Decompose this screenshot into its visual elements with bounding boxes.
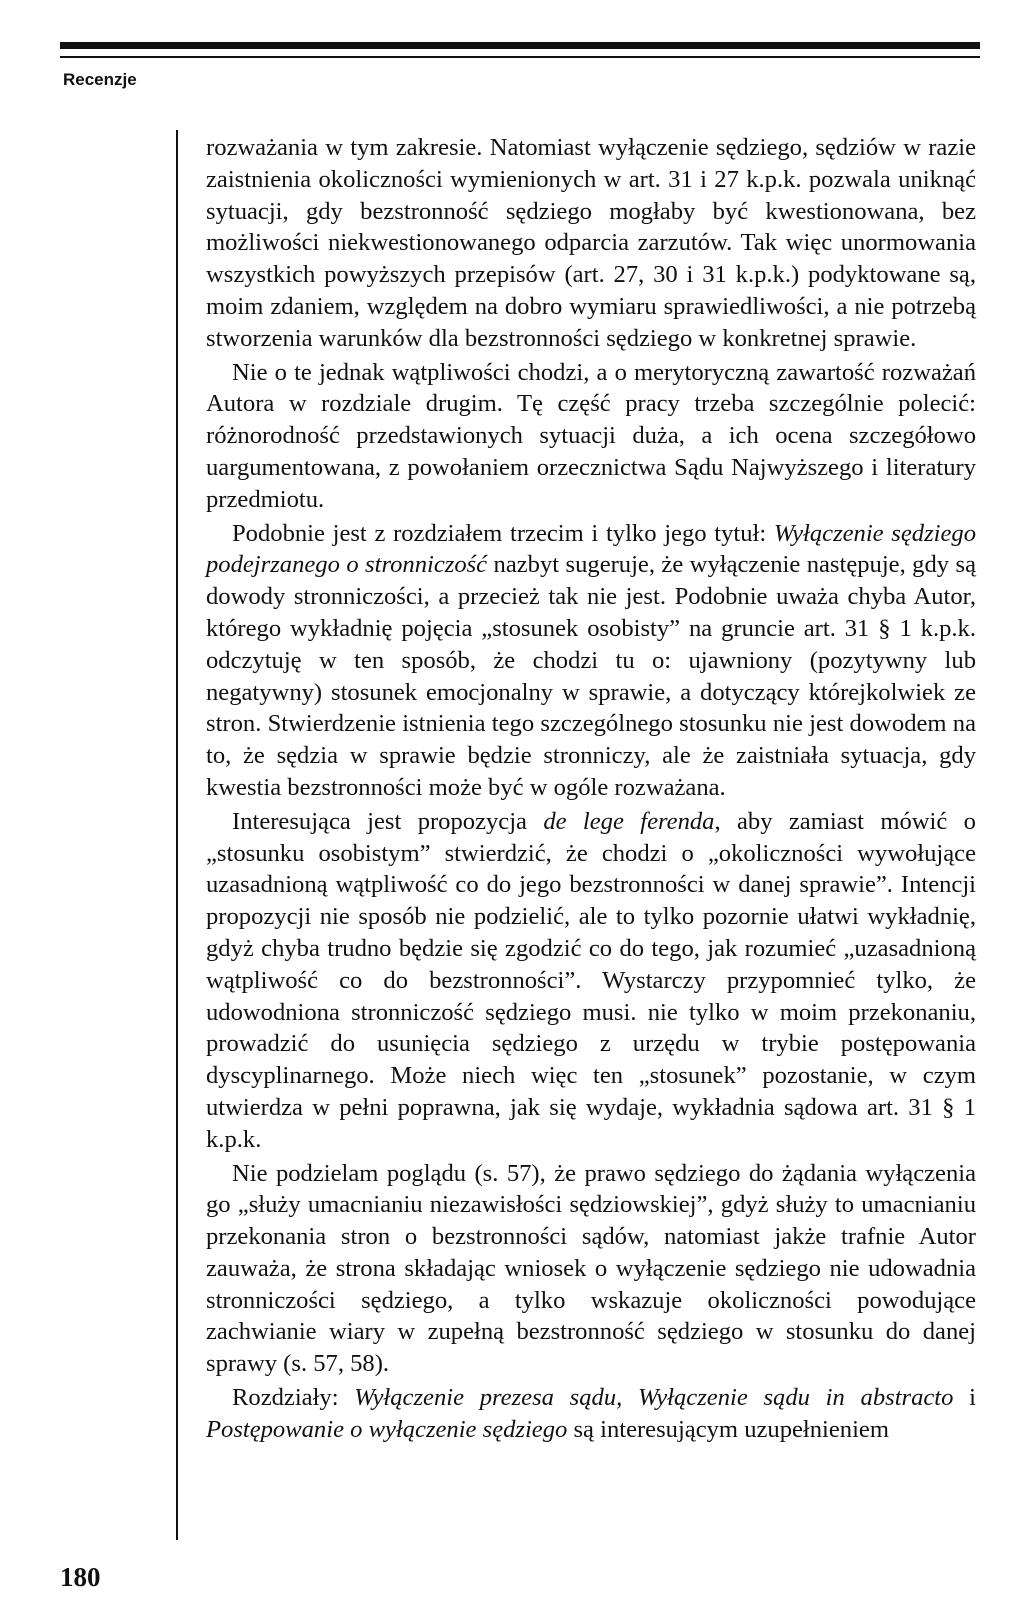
text-run: , aby zamiast mówić o „stosunku osobistym” stwierdzić, że chodzi o „okoliczności wywołujące uzasadnioną wątpliwość co do jego bezstronności w danej sprawie”. Intencji propozycji nie sposób nie podzielić, ale to tylko pozornie ułatwi wykładnię, gdyż chyba trudno będzie się zgodzić co do tego, jak rozumieć „uzasadnioną wątpliwość co do bezstronności”. Wystarczy przypomnieć tylko, że udowodniona stronniczość sędziego musi. nie tylko w moim przekonaniu, prowadzić do usunięcia sędziego z urzędu w trybie postępowania dyscyplinarnego. Może niech więc ten „stosunek” pozostanie, w czym utwierdza w pełni poprawna, jak się wydaje, wykładnia sądowa art. 31 § 1 k.p.k. [206, 807, 976, 1153]
paragraph-1 [206, 132, 976, 355]
header-rule-thick [60, 42, 980, 49]
italic-run: Wyłączenie sądu in abstracto [638, 1384, 954, 1412]
page-number: 180 [60, 1562, 101, 1592]
running-header: Recenzje [63, 70, 137, 89]
paragraph-5 [206, 1158, 976, 1381]
italic-run: Wyłączenie prezesa sądu [354, 1384, 617, 1412]
text-run: , [616, 1384, 639, 1412]
text-run: nazbyt sugeruje, że wyłączenie następuje, gdy są dowody stronniczości, a przecież tak nie jest. Podobnie uważa chyba Autor, którego wykładnię pojęcia „stosunek osobisty” na gruncie art. 31 § 1 k.p.k. odczytuję w ten sposób, że chodzi tu o: ujawniony (pozytywny lub negatywny) stosunek emocjonalny w sprawie, a dotyczący którejkolwiek ze stron. Stwierdzenie istnienia tego szczególnego stosunku nie jest dowodem na to, że sędzia w sprawie będzie stronniczy, ale że zaistniała sytuacja, gdy kwestia bezstronności może być w ogóle rozważana. [206, 551, 976, 801]
text-run: i [953, 1384, 976, 1412]
paragraph-3 [206, 518, 976, 804]
text-run: są interesującym uzupełnieniem [567, 1415, 889, 1443]
text-run: rozważania w tym zakresie. Natomiast wyłączenie sędziego, sędziów w razie zaistnienia okoliczności wymienionych w art. 31 i 27 k.p.k. pozwala uniknąć sytuacji, gdy bezstronność sędziego mogłaby być kwestionowana, bez możliwości niekwestionowanego odparcia zarzutów. Tak więc unormowania wszystkich powyższych przepisów (art. 27, 30 i 31 k.p.k.) podyktowane są, moim zdaniem, względem na dobro wymiaru sprawiedliwości, a nie potrzebą stworzenia warunków dla bezstronności sędziego w konkretnej sprawie. [206, 134, 976, 352]
text-run: Nie o te jednak wątpliwości chodzi, a o merytoryczną zawartość rozważań Autora w rozdziale drugim. Tę część pracy trzeba szczególnie polecić: różnorodność przedstawionych sytuacji duża, a ich ocena szczegółowo uargumentowana, z powołaniem orzecznictwa Sądu Najwyższego i literatury przedmiotu. [206, 358, 976, 513]
header-rule-thin [60, 56, 980, 58]
text-run: Rozdziały: [232, 1384, 355, 1412]
text-run: Nie podzielam poglądu (s. 57), że prawo sędziego do żądania wyłączenia go „służy umacnianiu niezawisłości sędziowskiej”, gdyż służy to umacnianiu przekonania stron o bezstronności sądów, natomiast jakże trafnie Autor zauważa, że strona składając wniosek o wyłączenie sędziego nie udowadnia stronniczości sędziego, a tylko wskazuje okoliczności powodujące zachwianie wiary w zupełną bezstronność sędziego w stosunku do danej sprawy (s. 57, 58). [206, 1159, 976, 1378]
italic-run: Wyłączenie sędziego podejrzanego o stronniczość [206, 519, 976, 579]
body-text [206, 132, 976, 1446]
paragraph-2 [206, 357, 976, 516]
italic-run: de lege ferenda [543, 807, 715, 835]
margin-line [176, 130, 178, 1540]
text-run: Interesująca jest propozycja [232, 807, 544, 835]
paragraph-6 [206, 1382, 976, 1446]
text-run: Podobnie jest z rozdziałem trzecim i tylko jego tytuł: [232, 519, 774, 547]
italic-run: Postępowanie o wyłączenie sędziego [206, 1415, 568, 1443]
paragraph-4 [206, 806, 976, 1156]
